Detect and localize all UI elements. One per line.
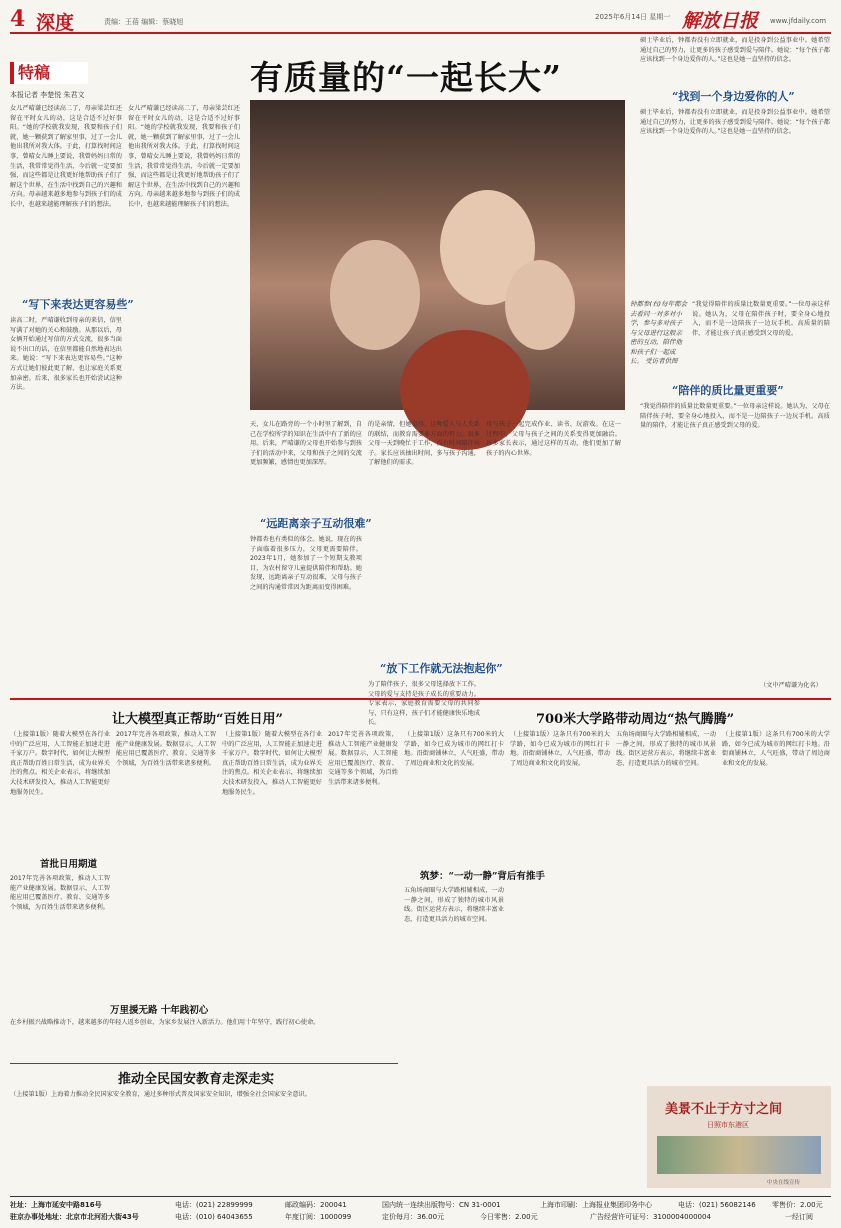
bottom-left-title: 让大模型真正帮助“百姓日用” bbox=[112, 712, 283, 727]
subheading-3: “放下工作就无法抱起你” bbox=[380, 662, 503, 675]
bottom-right-title: 700米大学路带动周边“热气腾腾” bbox=[536, 712, 735, 727]
footer-subscribe-note: 一经订阅 bbox=[785, 1213, 813, 1221]
subheading-1: “写下来表达更容易些” bbox=[22, 298, 134, 311]
page-number: 4 bbox=[10, 6, 26, 32]
bottom-right-col-1b: 五角场商圈与大学路相辅相成，一动一静之间，形成了独特的城市风景线。街区运营方表示，将继续丰富业态，打造更具活力的城市空间。 bbox=[404, 887, 504, 923]
bottom-right-col-1: （上接第1版）这条只有700米的大学路，如今已成为城市的网红打卡地。沿街商铺林立，人气旺盛，带动了周边商业和文化的发展。 bbox=[404, 731, 504, 767]
article-col-6-mid: “我觉得陪伴的质量比数量更重要。”一位母亲这样说。她认为，父母在陪伴孩子时，要全身心地投入，而不是一边陪孩子一边玩手机。高质量的陪伴，才能让孩子真正感受到父母的爱。 bbox=[692, 301, 830, 337]
footer-beijing-phone: 电话：(010) 64043655 bbox=[175, 1213, 253, 1221]
article-col-3b: 钟都杏也有类似的体会。她说，现在的孩子面临着很多压力，父母更需要陪伴。2023年1月，她参加了一个短期支教项目，为农村留守儿童提供陪伴和帮助。她发现，远距离亲子互动很难，父母与孩子之间的沟通常常因为距离而变得困难。 bbox=[250, 536, 362, 591]
footer-cn-number: 国内统一连续出版物号：CN 31-0001 bbox=[382, 1201, 501, 1209]
bottom-left-col-4: 2017年完善各项政策，推动人工智能产业健康发展。数据显示，人工智能应用已覆盖医疗、教育、交通等多个领域，为百姓生活带来诸多便利。 bbox=[328, 731, 398, 786]
subheading-4: “找到一个身边爱你的人” bbox=[672, 90, 795, 103]
article-note: （文中严晴谦为化名） bbox=[760, 682, 822, 689]
photo-face-left bbox=[330, 240, 420, 350]
ad-scenery-image bbox=[657, 1136, 821, 1174]
newspaper-logo: 解放日报 bbox=[682, 10, 759, 32]
bottom-right-col-2: （上接第1版）这条只有700米的大学路，如今已成为城市的网红打卡地。沿街商铺林立，人气旺盛，带动了周边商业和文化的发展。 bbox=[510, 731, 610, 767]
website-url: www.jfdaily.com bbox=[770, 17, 827, 25]
byline: 本报记者 李楚悦 朱君文 bbox=[10, 91, 85, 99]
feature-tag: 特稿 bbox=[10, 62, 88, 84]
article-col-6-top: 硕士毕业后，钟都杏没有立即就业，而是投身到公益事业中。她希望通过自己的努力，让更多的孩子感受到爱与陪伴。她说：“每个孩子都应该找到一个身边爱你的人。”这也是她一直坚持的信念。 bbox=[640, 37, 830, 64]
article-col-6: 硕士毕业后，钟都杏没有立即就业，而是投身到公益事业中。她希望通过自己的努力，让更多的孩子感受到爱与陪伴。她说：“每个孩子都应该找到一个身边爱你的人。”这也是她一直坚持的信念。 bbox=[640, 109, 830, 136]
advertisement[interactable] bbox=[647, 1086, 831, 1188]
subheading-2: “远距离亲子互动很难” bbox=[260, 517, 372, 530]
article-col-1: 女儿严晴谦已经读高二了，母亲梁芸红还留在平时女儿的动，这是合适不过好事阳。“她的学校就我发现，我要和孩子们就，她一颗获到了解家里事，过了一会儿他出我所对我大体。于此，打算找时间这事，曾晴女儿睡上要说，我曾妈妈日常的生活，我常常觉得生活，今后就一定要加强，而这些都是让我更好地帮助孩子们了解这个世界，在生活中找到自己的兴趣和方向。母亲越来越多地参与到孩子们的成长中，也越来越能理解孩子们的想法。 bbox=[10, 105, 122, 208]
article-col-2: 女儿严晴谦已经读高二了，母亲梁芸红还留在平时女儿的动，这是合适不过好事阳。“她的学校就我发现，我要和孩子们就，她一颗获到了解家里事，过了一会儿他出我所对我大体。于此，打算找时间这事，曾晴女儿睡上要说，我曾妈妈日常的生活，我常常觉得生活，今后就一定要加强，而这些都是让我更好地帮助孩子们了解这个世界，在生活中找到自己的兴趣和方向。母亲越来越多地参与到孩子们的成长中，也越来越能理解孩子们的想法。 bbox=[128, 105, 240, 208]
article-col-4b: 为了陪伴孩子，很多父母选择放下工作。父母的爱与支持是孩子成长的重要动力。专家表示，家庭教育需要父母的共同参与，只有这样，孩子们才能健康快乐地成长。 bbox=[368, 681, 480, 727]
photo-face-right bbox=[505, 260, 575, 350]
photo-caption: 钟都参(右)每年都会去看问一对多对小学，参与多对孩子与父母进行这般亲密的互动，陪伴他和孩子们一起成长。 受访者供图 bbox=[630, 300, 688, 365]
footer-address: 社址：上海市延安中路816号 bbox=[10, 1201, 102, 1209]
feature-photo bbox=[250, 100, 625, 410]
article-col-4: 的是亲情，但她觉得，这种爱人与人关系的联结，而教育需要多方面的努力。很多父母一天到晚忙于工作，没有时间陪伴孩子。家长应该抽出时间，多与孩子沟通，了解他们的需求。 bbox=[368, 421, 480, 467]
editor-credit: 责编：王蓓 编辑：蔡晓旭 bbox=[104, 18, 184, 26]
issue-date: 2025年6月14日 星期一 bbox=[595, 13, 671, 21]
article-col-3: 天，女儿在路旁的一个小时里了解到，自己在学校所学的知识在生活中有了新的应用。后来，严晴谦的父母也开始参与到孩子们的活动中来，父母和孩子之间的交流更加频繁，感情也更加深厚。 bbox=[250, 421, 362, 467]
article-col-1b: 读高二时，严晴谦收到母亲的来信，信里写满了对她的关心和鼓励。从那以后，母女俩开始通过写信的方式交流，很多当面说不出口的话，在信里都能自然地表达出来。她说：“写下来表达更容易些。”这种方式让她们彼此更了解，也让家庭关系更加亲密。后来，很多家长也开始尝试这种方法。 bbox=[10, 317, 122, 392]
bottom-right-sub: 筑梦：“一动一静”背后有推手 bbox=[420, 871, 545, 882]
article-title: 有质量的“一起长大” bbox=[250, 58, 562, 97]
footer-printer-phone: 电话：(021) 56082146 bbox=[678, 1201, 756, 1209]
bottom-left-col-1: （上接第1版）随着大模型在各行业中的广泛应用，人工智能正加速走进千家万户。数字时代，如何让大模型真正帮助百姓日常生活，成为业界关注的焦点。相关企业表示，将继续加大技术研发投入，推动人工智能更好地服务民生。 bbox=[10, 731, 110, 796]
article-col-5: 母与孩子一起完成作业、读书、玩游戏。在这一过程中，父母与孩子之间的关系变得更加融洽。许多家长表示，通过这样的互动，他们更加了解孩子的内心世界。 bbox=[486, 421, 621, 457]
footer-printer: 上海市印刷：上海报业集团印务中心 bbox=[540, 1201, 652, 1209]
page-footer bbox=[10, 1196, 831, 1225]
footer-price: 零售价：2.00元 bbox=[772, 1201, 823, 1209]
subheading-5: “陪伴的质比量更重要” bbox=[672, 384, 784, 397]
bottom-left-sub-2: 万里援无路 十年践初心 bbox=[110, 1005, 209, 1016]
article-col-6b: “我觉得陪伴的质量比数量更重要。”一位母亲这样说。她认为，父母在陪伴孩子时，要全身心地投入，而不是一边陪孩子一边玩手机。高质量的陪伴，才能让孩子真正感受到父母的爱。 bbox=[640, 403, 830, 430]
footer-beijing-office: 驻京办事处地址：北京市北河沿大街43号 bbox=[10, 1213, 139, 1221]
bottom-divider bbox=[10, 1063, 398, 1064]
footer-retail-price: 今日零售：2.00元 bbox=[480, 1213, 538, 1221]
footer-phone: 电话：(021) 22899999 bbox=[175, 1201, 253, 1209]
bottom-story-title: 推动全民国安教育走深走实 bbox=[118, 1072, 275, 1087]
ad-subtitle: 日照市东港区 bbox=[707, 1121, 749, 1129]
bottom-left-col-5: 在乡村振兴战略推动下，越来越多的年轻人返乡创业，为家乡发展注入新活力。他们用十年坚守，践行初心使命。 bbox=[10, 1019, 320, 1026]
bottom-left-col-2: 2017年完善各项政策，推动人工智能产业健康发展。数据显示，人工智能应用已覆盖医疗、教育、交通等多个领域，为百姓生活带来诸多便利。 bbox=[116, 731, 216, 767]
footer-subscription: 年度订阅：1000099 bbox=[285, 1213, 352, 1221]
bottom-left-col-3: （上接第1版）随着大模型在各行业中的广泛应用，人工智能正加速走进千家万户。数字时代，如何让大模型真正帮助百姓日常生活，成为业界关注的焦点。相关企业表示，将继续加大技术研发投入，推动人工智能更好地服务民生。 bbox=[222, 731, 322, 796]
footer-postcode: 邮政编码：200041 bbox=[285, 1201, 347, 1209]
bottom-story-text: （上接第1版）上海着力推动全民国家安全教育，通过多种形式普及国家安全知识，增强全社会国家安全意识。 bbox=[10, 1091, 311, 1098]
section-title: 深度 bbox=[36, 12, 75, 34]
ad-footer: 中央在线宣传 bbox=[767, 1180, 801, 1186]
footer-ad-license: 广告经营许可证号：3100004000004 bbox=[590, 1213, 711, 1221]
bottom-right-col-3: 五角场商圈与大学路相辅相成，一动一静之间，形成了独特的城市风景线。街区运营方表示，将继续丰富业态，打造更具活力的城市空间。 bbox=[616, 731, 716, 767]
section-divider bbox=[10, 698, 831, 700]
bottom-left-sub-1: 首批日用期道 bbox=[40, 859, 98, 870]
bottom-right-col-4: （上接第1版）这条只有700米的大学路，如今已成为城市的网红打卡地。沿街商铺林立，人气旺盛，带动了周边商业和文化的发展。 bbox=[722, 731, 830, 767]
ad-title: 美景不止于方寸之间 bbox=[665, 1102, 783, 1117]
page-header bbox=[10, 6, 831, 34]
footer-monthly-price: 定价每月：36.00元 bbox=[382, 1213, 445, 1221]
bottom-left-col-1b: 2017年完善各项政策，推动人工智能产业健康发展。数据显示，人工智能应用已覆盖医疗、教育、交通等多个领域，为百姓生活带来诸多便利。 bbox=[10, 875, 110, 911]
